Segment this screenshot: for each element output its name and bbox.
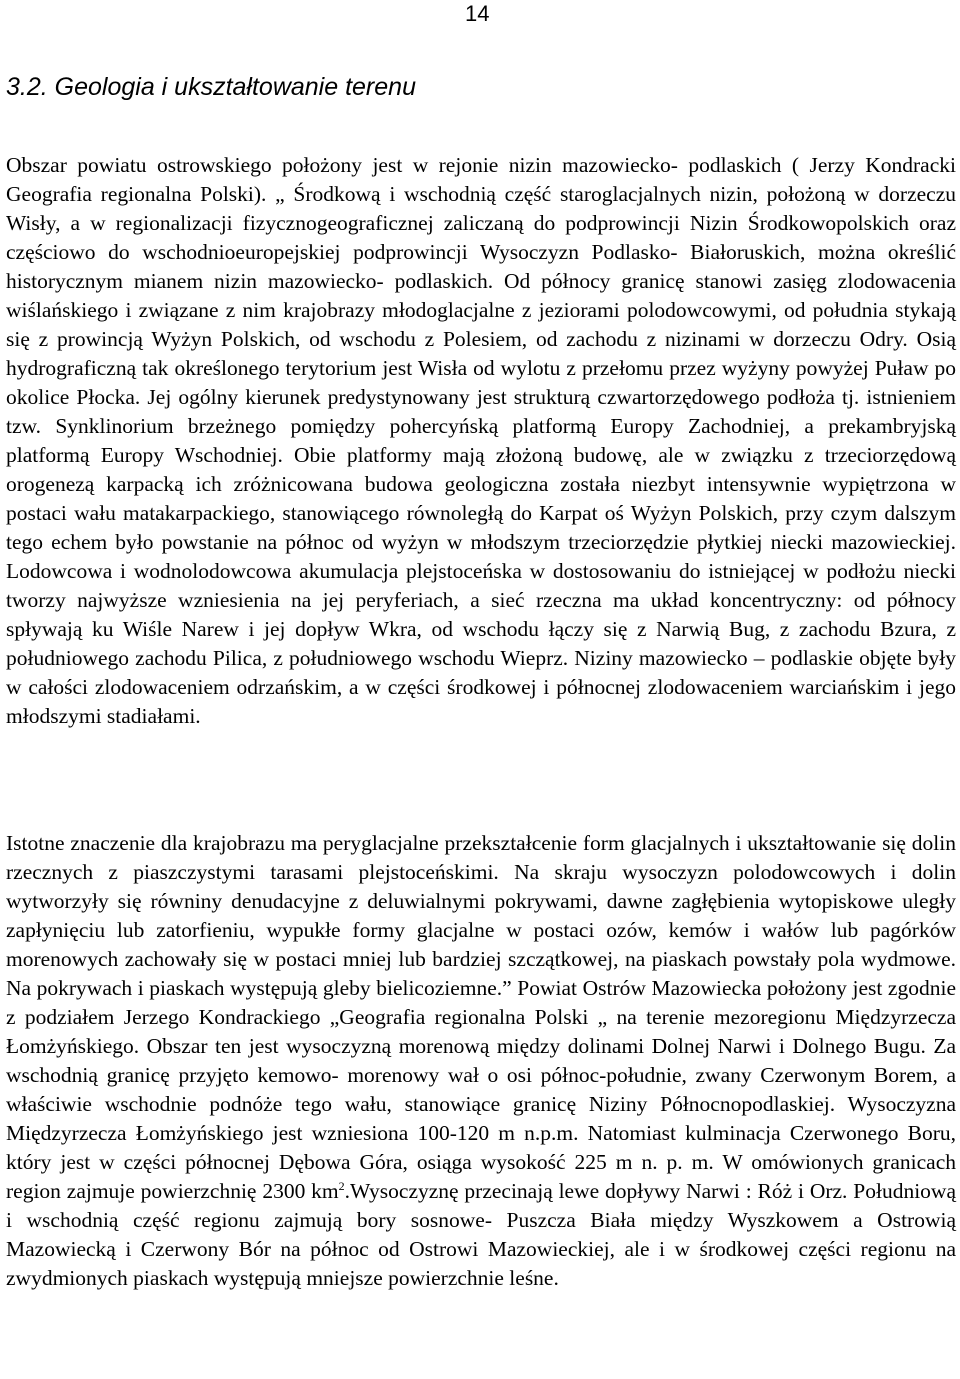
body-paragraph-1-container: [6, 151, 956, 731]
area-unit-superscript: 2: [338, 1179, 345, 1193]
paragraph-2-text-before-superscript: Istotne znaczenie dla krajobrazu ma peryglacjalne przekształcenie form glacjalnych i ukształtowanie się dolin rzecznych z piaszczystymi tarasami plejstoceńskimi. Na skraju wysoczyzn polodowcowych i dolin wytworzyły się równiny denudacyjne z deluwialnymi pokrywami, dawne zagłębienia wytopiskowe uległy zapłynięciu lub zatorfieniu, wypukłe formy glacjalne w postaci ozów, kemów i wałów lub pagórków morenowych zachowały się w postaci mniej lub bardziej szczątkowej, na piaskach powstały pola wydmowe. Na pokrywach i piaskach występują gleby bielicoziemne.” Powiat Ostrów Mazowiecka położony jest zgodnie z podziałem Jerzego Kondrackiego „Geografia regionalna Polski „ na terenie mezoregionu Międzyrzecza Łomżyńskiego. Obszar ten jest wysoczyzną morenową między dolinami Dolnej Narwi i Dolnego Bugu. Za wschodnią granicę przyjęto kemowo- morenowy wał o osi północ-południe, zwany Czerwonym Borem, a właściwie wschodnie podnóże tego wału, stanowiące granicę Niziny Północnopodlaskiej. Wysoczyzna Międzyrzecza Łomżyńskiego jest wzniesiona 100-120 m n.p.m. Natomiast kulminacja Czerwonego Boru, który jest w części północnej Dębowa Góra, osiąga wysokość 225 m n. p. m. W omówionych granicach region zajmuje powierzchnię 2300 km: [6, 831, 956, 1203]
page-number: 14: [465, 1, 490, 26]
paragraph-2-text-after-superscript: .Wysoczyznę przecinają lewe dopływy Narwi : Róż i Orz. Południową i wschodnią część regionu zajmują bory sosnowe- Puszcza Biała między Wyszkowem a Ostrowią Mazowiecką i Czerwony Bór na północ od Ostrowi Mazowieckiej, ale i w środkowej części regionu na zwydmionych piaskach występują mniejsze powierzchnie leśne.: [6, 1179, 956, 1290]
body-paragraph-1: Obszar powiatu ostrowskiego położony jest w rejonie nizin mazowiecko- podlaskich ( Jerzy Kondracki Geografia regionalna Polski). „ Środkową i wschodnią część staroglacjalnych nizin, położoną w dorzeczu Wisły, a w regionalizacji fizycznogeograficznej zaliczaną do podprowincji Nizin Środkowopolskich oraz częściowo do wschodnioeuropejskiej podprowincji Wysoczyzn Podlasko- Białoruskich, można określić historycznym mianem nizin mazowiecko- podlaskich. Od północy granicę stanowi zasięg zlodowacenia wiślańskiego i związane z nim krajobrazy młodoglacjalne z jeziorami polodowcowymi, od południa stykają się z prowincją Wyżyn Polskich, od wschodu z Polesiem, od zachodu z nizinami w dorzeczu Odry. Osią hydrograficzną tak określonego terytorium jest Wisła od wylotu z przełomu przez wyżyny powyżej Puław po okolice Płocka. Jej ogólny kierunek predystynowany jest strukturą czwartorzędowego podłoża tj. istnieniem tzw. Synklinorium brzeżnego pomiędzy pohercyńską platformą Europy Zachodniej, a prekambryjską platformą Europy Wschodniej. Obie platformy mają złożoną budowę, ale w związku z trzeciorzędową orogenezą karpacką ich zróżnicowana budowa geologiczna została niezbyt intensywnie wypiętrzona w postaci wału matakarpackiego, stanowiącego równoległą do Karpat oś Wyżyn Polskich, przy czym dalszym tego echem było powstanie na północ od wyżyn w młodszym trzeciorzędzie płytkiej niecki mazowieckiej. Lodowcowa i wodnolodowcowa akumulacja plejstoceńska w dostosowaniu do istniejącej w podłożu niecki tworzy najwyższe wzniesienia na jej peryferiach, a sieć rzeczna ma układ koncentryczny: od północy spływają ku Wiśle Narew i jej dopływ Wkra, od wschodu łączy się z Narwią Bug, z zachodu Bzura, z południowego zachodu Pilica, z południowego wschodu Wieprz. Niziny mazowiecko – podlaskie objęte były w całości zlodowaceniem odrzańskim, a w części środkowej i północnej zlodowaceniem warciańskim i jego młodszymi stadiałami.: [6, 153, 956, 728]
body-paragraph-2-container: [6, 829, 956, 1293]
body-paragraph-2: [6, 829, 956, 1293]
section-heading: 3.2. Geologia i ukształtowanie terenu: [6, 73, 416, 101]
